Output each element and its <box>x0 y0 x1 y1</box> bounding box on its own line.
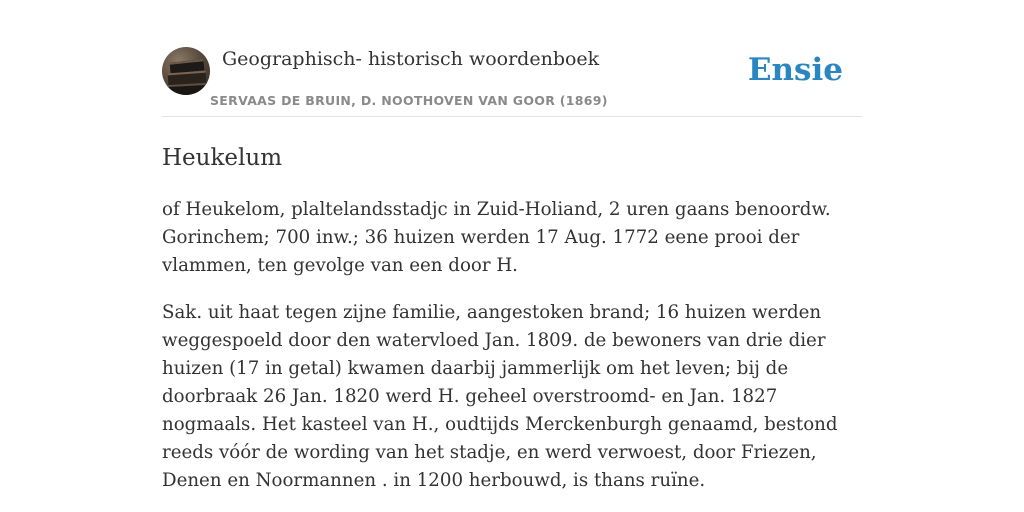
book-icon <box>166 83 209 95</box>
entry-card <box>162 46 862 495</box>
source-header <box>162 46 862 117</box>
entry-paragraph: of Heukelom, plaltelandsstadjc in Zuid-Holiand, 2 uren gaans benoordw. Gorinchem; 700 inw.; 36 huizen werden 17 Aug. 1772 eene prooi der vlammen, ten gevolge van een door H. <box>162 199 831 276</box>
entry-title: Heukelum <box>162 145 283 171</box>
entry-paragraph: Sak. uit haat tegen zijne familie, aangestoken brand; 16 huizen werden weggespoeld door den watervloed Jan. 1809. de bewoners van drie dier huizen (17 in getal) kwamen daarbij jammerlijk om het leven; bij de doorbraak 26 Jan. 1820 werd H. geheel overstroomd- en Jan. 1827 nogmaals. Het kasteel van H., oudtijds Merckenburgh genaamd, bestond reeds vóór de wording van het stadje, en werd verwoest, door Friezen, Denen en Noormannen . in 1200 herbouwd, is thans ruïne. <box>162 302 838 491</box>
source-title-link[interactable]: Geographisch- historisch woordenboek <box>222 48 600 70</box>
ensie-logo[interactable]: Ensie <box>747 52 843 88</box>
source-author: SERVAAS DE BRUIN, D. NOOTHOVEN VAN GOOR (1869) <box>210 93 608 108</box>
source-avatar[interactable] <box>162 47 210 95</box>
